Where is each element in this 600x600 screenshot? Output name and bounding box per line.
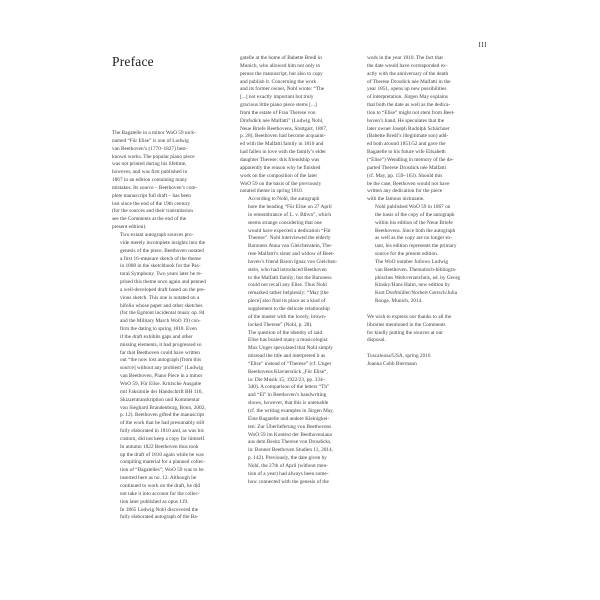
text-column-1 — [112, 130, 230, 522]
text-line: of Therese Drosdick née Malfatti in the — [367, 78, 451, 85]
paragraph — [112, 232, 230, 507]
text-line: piece] also find its place as a kind of — [248, 298, 326, 305]
text-line: present edition). — [112, 224, 147, 231]
text-line: Kurt Dorfmüller/Norbert Gertsch/Julia — [375, 290, 458, 297]
text-line: Elise has busied many a musicologist. — [248, 337, 329, 344]
text-line: for kindly putting the sources at our — [367, 329, 443, 336]
text-line: compiling material for a planned collec- — [120, 459, 206, 466]
text-line: far that Beethoven could have written — [120, 349, 200, 356]
text-line: toral Symphony. Two years later he re- — [120, 271, 203, 278]
text-line: the date would have corresponded ex- — [367, 62, 448, 69]
text-line: work on the composition of the later — [240, 172, 318, 179]
text-line: ten: Zur Überlieferung von Beethovens — [248, 423, 332, 430]
text-line: named “Für Elise” is one of Ludwig — [112, 137, 189, 144]
text-line: WoO 59 on the basis of the previously — [240, 180, 322, 187]
text-line: and “El” in Beethoven’s handwriting — [248, 392, 327, 399]
text-line: Baroness Anna von Gleichenstein, The- — [248, 243, 333, 250]
text-line: gatelle at the home of Babette Bredl in — [240, 55, 322, 61]
text-line: notated theme in spring 1810. — [240, 188, 304, 195]
text-line: from the estate of Frau Therese von — [240, 109, 316, 116]
text-line: The WoO number follows Ludwig — [375, 258, 449, 265]
paragraph — [240, 55, 358, 196]
text-line: 340). A comparison of the letters “Th” — [248, 384, 330, 391]
paragraph — [367, 55, 485, 204]
text-line: within his edition of the Neue Briefe — [375, 219, 453, 226]
text-line: aus dem Besitz Therese von Drosdicks, — [248, 439, 332, 446]
text-line: lost since the end of the 19th century — [112, 200, 191, 207]
text-line: Nohl published WoO 59 in 1867 on — [375, 204, 451, 211]
text-line: (cf. the writing examples in Jürgen May, — [248, 407, 334, 414]
text-line: Skizzentranskription und Kommentar — [120, 396, 200, 403]
text-line: Ronge, Munich, 2014. — [375, 298, 423, 305]
text-line: (cf. May, pp. 159–163). Should this — [367, 172, 443, 179]
text-line: van Beethoven, Piano Piece in a minor — [120, 373, 203, 380]
text-column-3 — [367, 55, 485, 369]
paragraph — [112, 507, 230, 523]
text-line: the basis of the copy of the autograph — [375, 211, 455, 218]
text-line: We wish to express our thanks to all the — [367, 313, 452, 320]
text-line: fully elaborated autograph of the Ba- — [120, 514, 199, 521]
text-line: as well as the copy are no longer ex- — [375, 235, 453, 242]
text-line: be the case, Beethoven would not have — [367, 180, 450, 187]
text-line: Tuscaloosa/USA, spring 2016 — [367, 353, 431, 360]
text-line: in 1808 in the sketchbook for the Pas- — [120, 263, 201, 270]
text-line: Eine Bagatelle und andere Kleinigkei- — [248, 415, 330, 422]
text-line: prised this theme once again and penned — [120, 279, 206, 286]
text-line: known works. The popular piano piece — [112, 153, 195, 160]
paragraph — [367, 314, 485, 345]
text-line: later owner Joseph Rudolph Schächner — [367, 125, 450, 132]
text-line: seems strange considering that one — [248, 219, 322, 226]
text-line: hoven’s friend Baron Ignaz von Gleichen- — [248, 258, 338, 265]
text-line: Munich, who allowed him not only to — [240, 62, 321, 69]
text-line: “Elise” instead of “Therese” (cf. Unger — [248, 360, 332, 367]
text-line: work in the year 1810. The fact that — [367, 55, 443, 61]
text-line: The question of the identity of said — [248, 329, 323, 336]
text-line: of the work that he had presumably still — [120, 420, 205, 427]
text-line: mistakes. Its source – Beethoven’s com- — [112, 184, 198, 191]
text-line: year 1851, opens up new possibilities — [367, 86, 447, 93]
paragraph — [112, 130, 230, 232]
text-line: locked Therese” (Nohl, p. 28). — [248, 321, 313, 328]
text-line: Beethovens. Since both the autograph — [375, 227, 456, 234]
text-line: vious sketch. This one is notated on a — [120, 294, 200, 301]
text-line: in: Die Musik 15, 1922/23, pp. 334– — [248, 376, 326, 383]
text-line: p. 142). Previously, the date given by — [248, 455, 327, 462]
text-line: and its former owner, Nohl wrote: “The — [240, 86, 325, 93]
text-line: stein, who had introduced Beethoven — [248, 266, 327, 273]
text-line: written any dedication for the piece — [367, 188, 443, 195]
text-line: van Beethoven. Thematisch-bibliogra- — [375, 266, 457, 273]
text-line: genesis of the piece. Beethoven notated — [120, 247, 204, 254]
text-line: (“Elise”) Wendling in memory of the de- — [367, 156, 454, 163]
text-line: tion to “Elise” might not stem from Beet- — [367, 109, 455, 116]
text-line: could not recall any Elise. Thus Nohl — [248, 282, 327, 289]
text-line: tion later published as opus 119. — [120, 498, 189, 505]
text-line: daughter Therese; this friendship was — [240, 156, 320, 163]
text-line: vide merely incomplete insights into the — [120, 239, 206, 246]
text-line: Max Unger speculated that Nohl simply — [248, 345, 333, 352]
page-title: Preface — [112, 54, 154, 69]
text-line: a first 16-measure sketch of the theme — [120, 255, 201, 262]
text-line: Nohl, the 27th of April (without men- — [248, 462, 328, 469]
text-line: missing elements, it had progressed so — [120, 341, 202, 348]
text-line: ed with the Malfatti family in 1810 and — [240, 141, 324, 148]
text-line: not take it into account for the collec- — [120, 490, 200, 497]
text-line: plete manuscript full draft – has been — [112, 192, 191, 199]
text-line: disposal. — [367, 337, 386, 344]
text-line: Two extant autograph sources pro- — [120, 231, 194, 238]
text-line: tion of a year) had always been some- — [248, 470, 329, 477]
text-line: source] without any problem” (Ludwig — [120, 365, 203, 372]
text-line: to the Malfatti family; but the Baroness — [248, 274, 332, 281]
text-line: WoO 59 im Kontext der Beethoveniana — [248, 431, 332, 438]
text-line: Kinsky/Hans Halm, new edition by — [375, 282, 450, 289]
text-line: in: Bonner Beethoven Studien 11, 2014, — [248, 447, 333, 454]
text-line: with the famous nickname. — [367, 196, 425, 203]
paragraph — [367, 353, 485, 369]
text-line: and the Military March WoO 19) con- — [120, 318, 201, 325]
text-line: In autumn 1822 Beethoven thus took — [120, 443, 199, 450]
text-line: misread the title and interpreted it as — [248, 353, 326, 360]
text-line: Therese”. Nohl interviewed the elderly — [248, 235, 331, 242]
text-line: up the draft of 1810 again while he was — [120, 451, 204, 458]
text-line: mit Faksimile der Handschrift BH 116, — [120, 388, 203, 395]
text-line: phisches Werkverzeichnis, ed. by Georg — [375, 274, 460, 281]
text-line: According to Nohl, the autograph — [248, 196, 320, 203]
text-line: had fallen in love with the family’s elder — [240, 149, 327, 156]
text-line: gracious little piano piece stems [...] — [240, 102, 317, 109]
paragraph — [240, 330, 358, 487]
text-line: in remembrance of L. v. Bthvn”, which — [248, 211, 332, 218]
text-line: Neue Briefe Beethovens, Stuttgart, 1867, — [240, 125, 328, 132]
text-line: remarked rather helplessly: “May [the — [248, 290, 329, 297]
text-line: p. 28). Beethoven had become acquaint- — [240, 133, 326, 140]
text-line: [...] not exactly important but truly — [240, 94, 314, 101]
text-line: shows, however, that this is untenable — [248, 400, 329, 407]
text-line: Beethovens Klavierstück „Für Elise“, — [248, 368, 328, 375]
text-line: tion of “Bagatelles”; WoO 59 was to be — [120, 467, 204, 474]
text-line: tant, his edition represents the primary — [375, 243, 457, 250]
text-line: Joanna Cobb Biermann — [367, 360, 417, 367]
text-line: if the draft exhibits gaps and other — [120, 333, 193, 340]
text-line: inserted here as no. 12. Although he — [120, 475, 197, 482]
text-line: WoO 59, Für Elise. Kritische Ausgabe — [120, 381, 202, 387]
text-line: continued to work on the draft, he did — [120, 482, 201, 489]
text-line: of the master with the lovely, brown- — [248, 313, 327, 320]
text-line: (for the Egmont incidental music op. 84 — [120, 310, 205, 317]
text-line: Drofsdick née Malfatti” (Ludwig Nohl, — [240, 117, 324, 124]
text-line: was not printed during his lifetime, — [112, 161, 187, 168]
text-line: van Beethoven’s (1770–1827) best- — [112, 145, 188, 152]
text-line: ed both around 1851/52 and gave the — [367, 141, 446, 148]
text-line: hoven’s hand. He speculates that the — [367, 117, 445, 124]
paragraph — [240, 196, 358, 329]
text-line: parted Therese Drosdick née Malfatti — [367, 164, 447, 171]
text-line: fully elaborated in 1810 and, as was his — [120, 428, 204, 435]
text-line: source for the present edition. — [375, 251, 439, 258]
text-line: actly with the anniversary of the death — [367, 70, 449, 77]
text-line: however, and was first published in — [112, 169, 188, 176]
text-line: custom, did not keep a copy for himself. — [120, 435, 206, 442]
text-line: von Sieghard Brandenburg, Bonn, 2002, — [120, 404, 206, 411]
page-number: III — [478, 41, 487, 49]
text-line: see the Comments at the end of the — [112, 216, 187, 223]
text-line: In 1865 Ludwig Nohl discovered the — [120, 506, 199, 513]
text-line: bore the heading “Für Elise on 27 April — [248, 204, 332, 211]
text-line: out “the now lost autograph [from this — [120, 357, 202, 364]
paragraph — [367, 259, 485, 306]
text-line: apparently the reason why he finished — [240, 164, 321, 171]
text-line: how connected with the genesis of the — [248, 478, 329, 485]
text-line: a well-developed draft based on the pre- — [120, 286, 206, 293]
text-line: bifolio whose paper and other sketches — [120, 302, 203, 309]
text-line: p. 12). Beethoven gifted the manuscript — [120, 412, 204, 419]
text-column-2 — [240, 55, 358, 486]
text-line: of interpretation. Jürgen May explains — [367, 94, 448, 101]
text-line: firm the dating to spring 1810. Even — [120, 326, 197, 333]
text-line: would have expected a dedication “Für — [248, 227, 331, 234]
text-line: (Babette Bredl’s illegitimate son) add- — [367, 133, 449, 140]
text-line: libraries mentioned in the Comments — [367, 321, 446, 328]
text-line: that both the date as well as the dedica- — [367, 102, 451, 109]
text-line: Bagatelle to his future wife Elisabeth — [367, 149, 446, 156]
text-line: 1867 in an edition containing many — [112, 177, 188, 184]
text-line: rese Malfatti’s sister and widow of Beet- — [248, 251, 335, 258]
paragraph — [367, 204, 485, 259]
text-line: peruse the manuscript, but also to copy — [240, 70, 323, 77]
text-line: The Bagatelle in a minor WoO 59 nick- — [112, 130, 196, 136]
text-line: and publish it. Concerning the work — [240, 78, 317, 85]
text-line: (for the sources and their transmission — [112, 208, 194, 215]
text-line: supplement to the delicate relationship — [248, 306, 330, 312]
